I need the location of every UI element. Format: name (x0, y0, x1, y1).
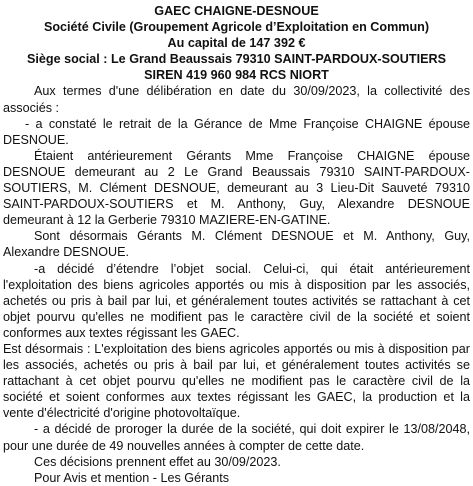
signature-line: Pour Avis et mention - Les Gérants (34, 470, 230, 485)
effective-date: Ces décisions prennent effet au 30/09/2023. (34, 454, 281, 469)
registered-office: Siège social : Le Grand Beaussais 79310 SAINT-PARDOUX-SOUTIERS (27, 52, 446, 67)
legal-form: Société Civile (Groupement Agricole d’Exploitation en Commun) (43, 20, 430, 35)
new-social-object: Est désormais : L'exploitation des biens agricoles apportés ou mis à disposition par les associés, achetés ou pris à bail par lui, et généralement toutes activités se rattachant à cet objet pourvu qu'elles ne modifient pas le caractère civil de la société et soient conformes aux textes régissant les GAEC, la production et la vente d'électricité d'origine photovoltaïque. (3, 341, 470, 421)
company-name: GAEC CHAIGNE-DESNOUE (154, 4, 319, 18)
duration-extension: - a décidé de proroger la durée de la société, qui doit expirer le 13/08/2048, pour une durée de 49 nouvelles années à compter de cette date. (3, 422, 470, 453)
current-managers: Sont désormais Gérants M. Clément DESNOUE et M. Anthony, Guy, Alexandre DESNOUE. (3, 229, 470, 260)
share-capital: Au capital de 147 392 € (167, 36, 306, 51)
object-extension: -a décidé d’étendre l’objet social. Celui-ci, qui était antérieurement l'exploitation des biens agricoles apportés ou mis à disposition par les associés, achetés ou pris à bail par lui, et généralement toutes activités se rattachant à cet objet pourvu qu'elles ne modifient pas le caractère civil de la société et soient conformes aux textes régissant les GAEC. (3, 261, 470, 340)
deliberation-intro: Aux termes d'une délibération en date du 30/09/2023, la collectivité des associés : (3, 84, 470, 115)
management-withdrawal: - a constaté le retrait de la Gérance de Mme Françoise CHAIGNE épouse DESNOUE. (3, 116, 470, 147)
siren-number: SIREN 419 960 984 RCS NIORT (144, 68, 329, 83)
former-managers: Étaient antérieurement Gérants Mme Françoise CHAIGNE épouse DESNOUE demeurant au 2 Le Grand Beaussais 79310 SAINT-PARDOUX-SOUTIERS, M. Clément DESNOUE, demeurant au 3 Lieu-Dit Sauveté 79310 SAINT-PARDOUX-SOUTIERS et M. Anthony, Guy, Alexandre DESNOUE demeurant à 12 la Gerberie 79310 MAZIERE-EN-GATINE. (3, 148, 470, 228)
